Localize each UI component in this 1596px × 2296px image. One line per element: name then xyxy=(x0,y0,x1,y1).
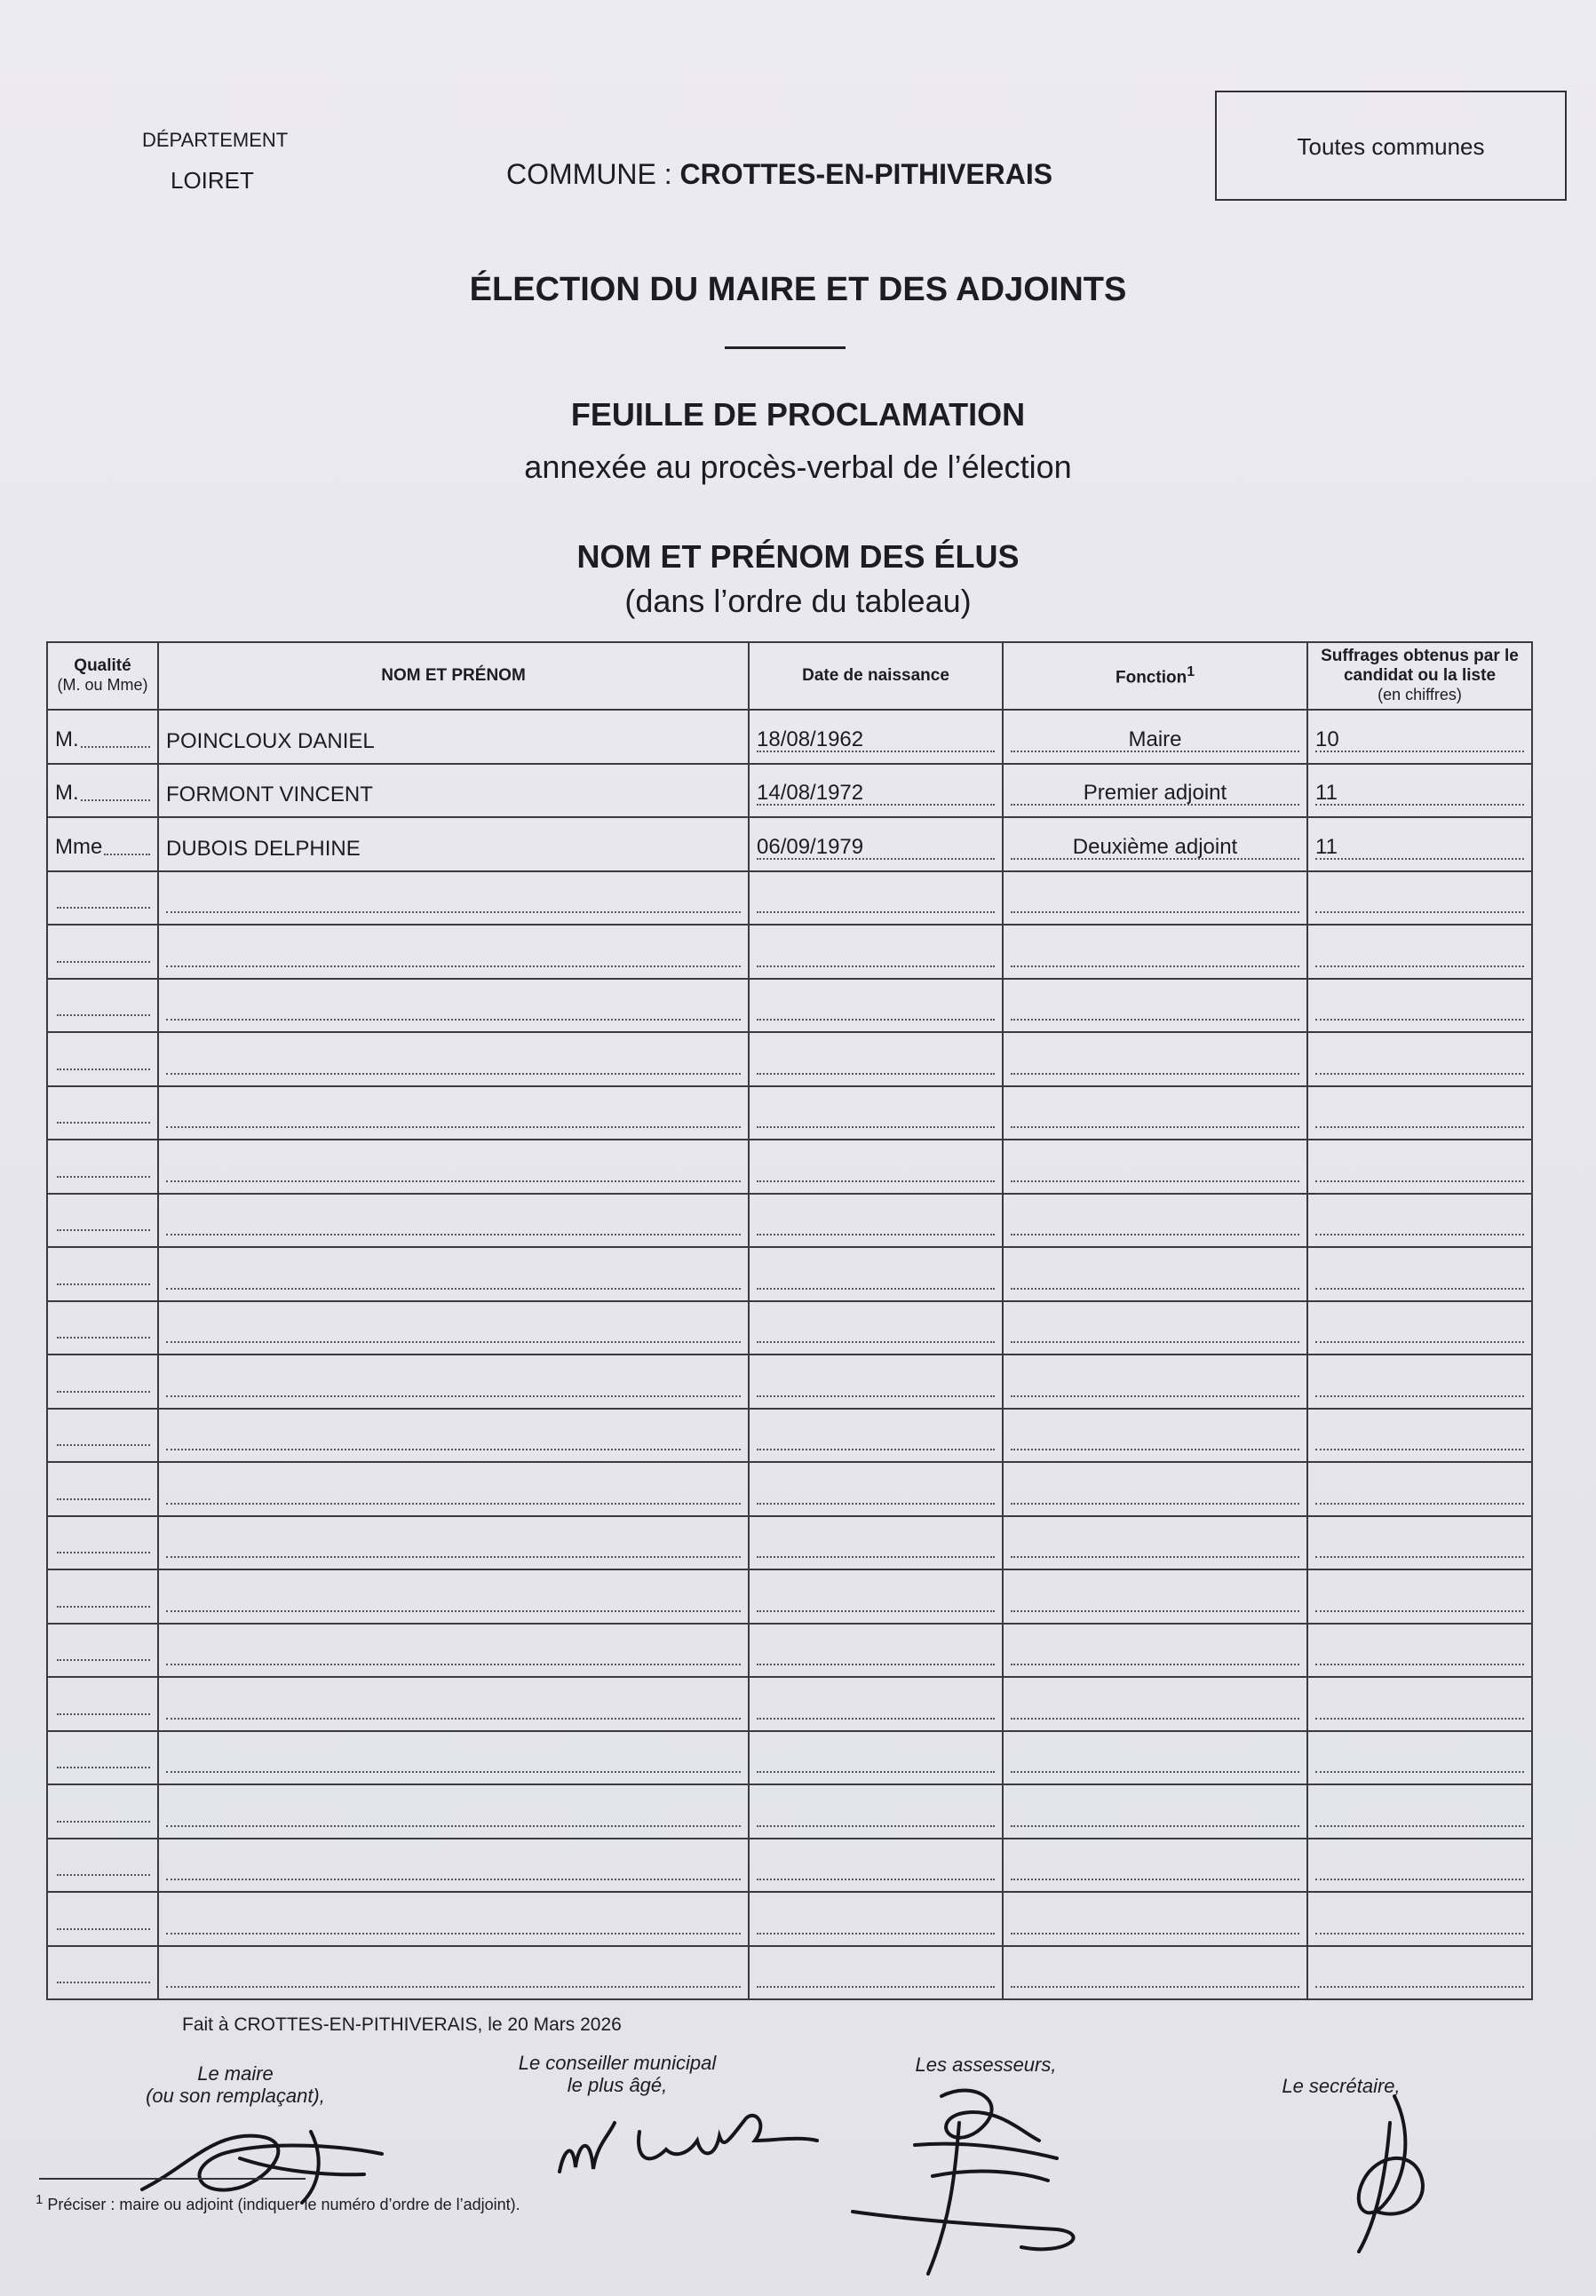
nom-value: POINCLOUX DANIEL xyxy=(166,728,375,753)
cell-qualite xyxy=(47,1569,158,1624)
cell-nom xyxy=(158,1301,749,1355)
date-value xyxy=(757,1802,995,1827)
elected-officials-table xyxy=(46,641,1533,2000)
fonction-value xyxy=(1011,1963,1299,1988)
nom-value xyxy=(166,942,741,967)
cell-date xyxy=(749,1516,1003,1570)
suffrages-value xyxy=(1315,1103,1524,1128)
cell-qualite xyxy=(47,979,158,1033)
fonction-value xyxy=(1011,1050,1299,1075)
table-row xyxy=(47,1355,1532,1409)
cell-qualite xyxy=(47,1462,158,1516)
suffrages-value xyxy=(1315,1855,1524,1880)
nom-value xyxy=(166,996,741,1021)
cell-qualite xyxy=(47,764,158,818)
cell-qualite xyxy=(47,817,158,871)
cell-qualite xyxy=(47,1140,158,1194)
table-row xyxy=(47,1194,1532,1248)
fonction-value xyxy=(1011,1695,1299,1720)
cell-suffrages xyxy=(1307,1946,1532,2000)
header-suffrages: Suffrages obtenus par le candidat ou la liste (en chiffres) xyxy=(1307,642,1532,710)
nom-value xyxy=(166,888,741,913)
table-row xyxy=(47,710,1532,764)
date-value xyxy=(757,888,995,913)
cell-qualite xyxy=(47,1677,158,1731)
cell-qualite xyxy=(47,1516,158,1570)
cell-date xyxy=(749,1032,1003,1086)
councillor-signature xyxy=(542,2087,826,2185)
suffrages-value xyxy=(1315,1963,1524,1988)
table-row xyxy=(47,1731,1532,1785)
cell-date xyxy=(749,1677,1003,1731)
cell-nom xyxy=(158,1355,749,1409)
cell-date xyxy=(749,1784,1003,1839)
cell-nom xyxy=(158,1462,749,1516)
table-row xyxy=(47,1462,1532,1516)
fonction-value xyxy=(1011,1587,1299,1612)
cell-qualite xyxy=(47,1784,158,1839)
cell-qualite xyxy=(47,1032,158,1086)
fonction-value xyxy=(1011,1641,1299,1665)
cell-fonction xyxy=(1003,925,1307,979)
nom-value xyxy=(166,1318,741,1343)
nom-value xyxy=(166,1910,741,1935)
fonction-value xyxy=(1011,1480,1299,1505)
cell-fonction xyxy=(1003,1032,1307,1086)
date-value xyxy=(757,1426,995,1450)
suffrages-value xyxy=(1315,1318,1524,1343)
cell-date xyxy=(749,1355,1003,1409)
date-value xyxy=(757,1641,995,1665)
table-row xyxy=(47,1569,1532,1624)
cell-date xyxy=(749,1569,1003,1624)
table-row xyxy=(47,1301,1532,1355)
cell-date xyxy=(749,1462,1003,1516)
cell-suffrages xyxy=(1307,764,1532,818)
nom-value: DUBOIS DELPHINE xyxy=(166,836,361,861)
suffrages-value xyxy=(1315,942,1524,967)
cell-date xyxy=(749,979,1003,1033)
cell-nom xyxy=(158,871,749,926)
cell-qualite xyxy=(47,1892,158,1946)
footnote: $^1$ Préciser : maire ou adjoint (indiquer le numéro d’ordre de l’adjoint). xyxy=(36,2192,520,2213)
department-label: DÉPARTEMENT xyxy=(142,129,289,151)
qualite-value: Mme xyxy=(55,834,103,859)
commune-value: CROTTES-EN-PITHIVERAIS xyxy=(679,158,1053,190)
nom-value xyxy=(166,1372,741,1397)
cell-date xyxy=(749,1194,1003,1248)
nom-value xyxy=(166,1695,741,1720)
date-value xyxy=(757,1050,995,1075)
list-subtitle: (dans l’ordre du tableau) xyxy=(624,583,972,619)
cell-date xyxy=(749,1247,1003,1301)
cell-suffrages xyxy=(1307,1194,1532,1248)
table-body xyxy=(47,710,1532,1999)
table-row xyxy=(47,979,1532,1033)
cell-date xyxy=(749,1839,1003,1893)
cell-nom xyxy=(158,1946,749,2000)
cell-suffrages xyxy=(1307,817,1532,871)
nom-value xyxy=(166,1748,741,1773)
table-row xyxy=(47,925,1532,979)
fonction-value xyxy=(1011,942,1299,967)
cell-nom xyxy=(158,764,749,818)
cell-nom xyxy=(158,925,749,979)
cell-fonction xyxy=(1003,1516,1307,1570)
cell-fonction xyxy=(1003,1462,1307,1516)
cell-qualite xyxy=(47,1301,158,1355)
nom-value xyxy=(166,1157,741,1182)
cell-date xyxy=(749,1140,1003,1194)
cell-nom xyxy=(158,1569,749,1624)
date-value xyxy=(757,1480,995,1505)
suffrages-value xyxy=(1315,996,1524,1021)
date-value xyxy=(757,1695,995,1720)
fonction-value xyxy=(1011,1157,1299,1182)
cell-date xyxy=(749,1946,1003,2000)
cell-date xyxy=(749,1409,1003,1463)
cell-nom xyxy=(158,1839,749,1893)
fonction-value xyxy=(1011,1855,1299,1880)
date-value xyxy=(757,1587,995,1612)
cell-nom xyxy=(158,1516,749,1570)
cell-fonction xyxy=(1003,1677,1307,1731)
suffrages-value xyxy=(1315,1802,1524,1827)
cell-fonction xyxy=(1003,710,1307,764)
fonction-value: Deuxième adjoint xyxy=(1011,835,1299,860)
header-qualite: Qualité (M. ou Mme) xyxy=(47,642,158,710)
cell-date xyxy=(749,1301,1003,1355)
list-title: NOM ET PRÉNOM DES ÉLUS xyxy=(576,538,1020,575)
cell-date xyxy=(749,817,1003,871)
secretary-signature-label: Le secrétaire, xyxy=(1282,2075,1401,2097)
date-value xyxy=(757,1855,995,1880)
date-value xyxy=(757,1533,995,1558)
fonction-value: Maire xyxy=(1011,727,1299,752)
suffrages-value xyxy=(1315,1910,1524,1935)
cell-nom xyxy=(158,1731,749,1785)
nom-value xyxy=(166,1533,741,1558)
councillor-signature-label: Le conseiller municipal le plus âgé, xyxy=(518,2052,717,2097)
cell-suffrages xyxy=(1307,1624,1532,1678)
cell-fonction xyxy=(1003,1194,1307,1248)
date-value xyxy=(757,942,995,967)
cell-fonction xyxy=(1003,1624,1307,1678)
date-value: 06/09/1979 xyxy=(757,835,995,860)
cell-qualite xyxy=(47,710,158,764)
nom-value xyxy=(166,1855,741,1880)
cell-qualite xyxy=(47,1194,158,1248)
nom-value xyxy=(166,1641,741,1665)
cell-suffrages xyxy=(1307,1462,1532,1516)
cell-qualite xyxy=(47,1086,158,1140)
fonction-value xyxy=(1011,1318,1299,1343)
fonction-value xyxy=(1011,1802,1299,1827)
table-row xyxy=(47,817,1532,871)
qualite-value: M. xyxy=(55,727,79,751)
cell-fonction xyxy=(1003,764,1307,818)
cell-suffrages xyxy=(1307,1892,1532,1946)
fonction-value xyxy=(1011,1910,1299,1935)
suffrages-value xyxy=(1315,1695,1524,1720)
nom-value xyxy=(166,1802,741,1827)
date-value xyxy=(757,1211,995,1235)
suffrages-value xyxy=(1315,1533,1524,1558)
table-row xyxy=(47,1140,1532,1194)
table-row xyxy=(47,871,1532,926)
suffrages-value xyxy=(1315,888,1524,913)
table-row xyxy=(47,1086,1532,1140)
date-value: 14/08/1972 xyxy=(757,781,995,806)
cell-nom xyxy=(158,1032,749,1086)
mayor-signature-label: Le maire (ou son remplaçant), xyxy=(146,2062,325,2108)
table-row xyxy=(47,1624,1532,1678)
fonction-value xyxy=(1011,1265,1299,1290)
cell-suffrages xyxy=(1307,710,1532,764)
date-value xyxy=(757,1748,995,1773)
cell-suffrages xyxy=(1307,1409,1532,1463)
cell-fonction xyxy=(1003,1247,1307,1301)
commune-category-box: Toutes communes xyxy=(1215,91,1567,201)
main-title: ÉLECTION DU MAIRE ET DES ADJOINTS xyxy=(469,271,1127,308)
qualite-value: M. xyxy=(55,781,79,805)
suffrages-value xyxy=(1315,1050,1524,1075)
cell-suffrages xyxy=(1307,1301,1532,1355)
cell-nom xyxy=(158,817,749,871)
nom-value xyxy=(166,1426,741,1450)
cell-qualite xyxy=(47,1247,158,1301)
cell-suffrages xyxy=(1307,1032,1532,1086)
cell-nom xyxy=(158,1247,749,1301)
sheet-title: FEUILLE DE PROCLAMATION xyxy=(570,396,1026,433)
fonction-value xyxy=(1011,1103,1299,1128)
cell-suffrages xyxy=(1307,925,1532,979)
fonction-value xyxy=(1011,1426,1299,1450)
cell-date xyxy=(749,764,1003,818)
date-value xyxy=(757,1265,995,1290)
suffrages-value xyxy=(1315,1426,1524,1450)
suffrages-value xyxy=(1315,1587,1524,1612)
cell-suffrages xyxy=(1307,1247,1532,1301)
table-row xyxy=(47,1892,1532,1946)
table-row xyxy=(47,1677,1532,1731)
cell-fonction xyxy=(1003,1301,1307,1355)
commune-line xyxy=(506,158,1052,191)
date-value xyxy=(757,1372,995,1397)
cell-fonction xyxy=(1003,817,1307,871)
cell-qualite xyxy=(47,1624,158,1678)
cell-date xyxy=(749,710,1003,764)
suffrages-value xyxy=(1315,1265,1524,1290)
nom-value xyxy=(166,1963,741,1988)
cell-fonction xyxy=(1003,1892,1307,1946)
cell-fonction xyxy=(1003,1731,1307,1785)
nom-value: FORMONT VINCENT xyxy=(166,783,373,806)
date-value xyxy=(757,1963,995,1988)
table-row xyxy=(47,1247,1532,1301)
date-value xyxy=(757,1910,995,1935)
cell-qualite xyxy=(47,1409,158,1463)
table-row xyxy=(47,1409,1532,1463)
cell-suffrages xyxy=(1307,1784,1532,1839)
suffrages-value: 10 xyxy=(1315,727,1524,752)
table-row xyxy=(47,1839,1532,1893)
header-nom: NOM ET PRÉNOM xyxy=(158,642,749,710)
cell-suffrages xyxy=(1307,1086,1532,1140)
cell-fonction xyxy=(1003,1086,1307,1140)
cell-suffrages xyxy=(1307,1355,1532,1409)
date-value xyxy=(757,1318,995,1343)
table-row xyxy=(47,1516,1532,1570)
table-row xyxy=(47,1032,1532,1086)
cell-suffrages xyxy=(1307,1839,1532,1893)
table-row xyxy=(47,764,1532,818)
suffrages-value: 11 xyxy=(1315,781,1524,806)
date-value xyxy=(757,996,995,1021)
nom-value xyxy=(166,1265,741,1290)
sheet-subtitle: annexée au procès-verbal de l’élection xyxy=(524,449,1072,485)
fonction-value xyxy=(1011,1533,1299,1558)
fonction-value xyxy=(1011,996,1299,1021)
header-date: Date de naissance xyxy=(749,642,1003,710)
cell-fonction xyxy=(1003,871,1307,926)
cell-nom xyxy=(158,1086,749,1140)
cell-nom xyxy=(158,1677,749,1731)
cell-suffrages xyxy=(1307,1140,1532,1194)
cell-qualite xyxy=(47,925,158,979)
cell-date xyxy=(749,1892,1003,1946)
cell-suffrages xyxy=(1307,979,1532,1033)
fonction-value xyxy=(1011,1372,1299,1397)
cell-fonction xyxy=(1003,1784,1307,1839)
cell-suffrages xyxy=(1307,1569,1532,1624)
cell-fonction xyxy=(1003,1409,1307,1463)
fonction-value: Premier adjoint xyxy=(1011,781,1299,806)
cell-fonction xyxy=(1003,1140,1307,1194)
date-value xyxy=(757,1103,995,1128)
secretary-signature xyxy=(1323,2078,1448,2256)
cell-date xyxy=(749,1731,1003,1785)
nom-value xyxy=(166,1050,741,1075)
fonction-value xyxy=(1011,1211,1299,1235)
table-header-row xyxy=(47,642,1532,710)
table-row xyxy=(47,1784,1532,1839)
cell-fonction xyxy=(1003,979,1307,1033)
cell-qualite xyxy=(47,1839,158,1893)
commune-label: COMMUNE : xyxy=(506,158,672,190)
cell-nom xyxy=(158,1784,749,1839)
table-row xyxy=(47,1946,1532,2000)
cell-nom xyxy=(158,1194,749,1248)
cell-qualite xyxy=(47,1731,158,1785)
suffrages-value xyxy=(1315,1157,1524,1182)
cell-date xyxy=(749,871,1003,926)
suffrages-value xyxy=(1315,1480,1524,1505)
nom-value xyxy=(166,1587,741,1612)
cell-nom xyxy=(158,979,749,1033)
cell-nom xyxy=(158,1624,749,1678)
assessors-signature xyxy=(844,2070,1110,2292)
cell-suffrages xyxy=(1307,1516,1532,1570)
department-value: LOIRET xyxy=(171,167,254,194)
date-value xyxy=(757,1157,995,1182)
cell-date xyxy=(749,925,1003,979)
suffrages-value xyxy=(1315,1748,1524,1773)
suffrages-value xyxy=(1315,1641,1524,1665)
fonction-value xyxy=(1011,888,1299,913)
suffrages-value xyxy=(1315,1211,1524,1235)
cell-nom xyxy=(158,710,749,764)
date-value: 18/08/1962 xyxy=(757,727,995,752)
cell-suffrages xyxy=(1307,1677,1532,1731)
assessors-signature-label: Les assesseurs, xyxy=(915,2054,1057,2076)
cell-date xyxy=(749,1086,1003,1140)
signing-place-date: Fait à CROTTES-EN-PITHIVERAIS, le 20 Mars 2026 xyxy=(182,2014,622,2035)
cell-nom xyxy=(158,1140,749,1194)
footnote-rule xyxy=(39,2178,306,2180)
cell-nom xyxy=(158,1892,749,1946)
suffrages-value: 11 xyxy=(1315,835,1524,860)
fonction-value xyxy=(1011,1748,1299,1773)
cell-fonction xyxy=(1003,1946,1307,2000)
cell-suffrages xyxy=(1307,1731,1532,1785)
cell-fonction xyxy=(1003,1569,1307,1624)
cell-fonction xyxy=(1003,1355,1307,1409)
title-divider xyxy=(725,346,846,349)
cell-date xyxy=(749,1624,1003,1678)
nom-value xyxy=(166,1211,741,1235)
header-fonction: Fonction$^1$ xyxy=(1003,642,1307,710)
cell-qualite xyxy=(47,1355,158,1409)
suffrages-value xyxy=(1315,1372,1524,1397)
cell-qualite xyxy=(47,871,158,926)
nom-value xyxy=(166,1480,741,1505)
cell-qualite xyxy=(47,1946,158,2000)
nom-value xyxy=(166,1103,741,1128)
cell-fonction xyxy=(1003,1839,1307,1893)
cell-suffrages xyxy=(1307,871,1532,926)
cell-nom xyxy=(158,1409,749,1463)
